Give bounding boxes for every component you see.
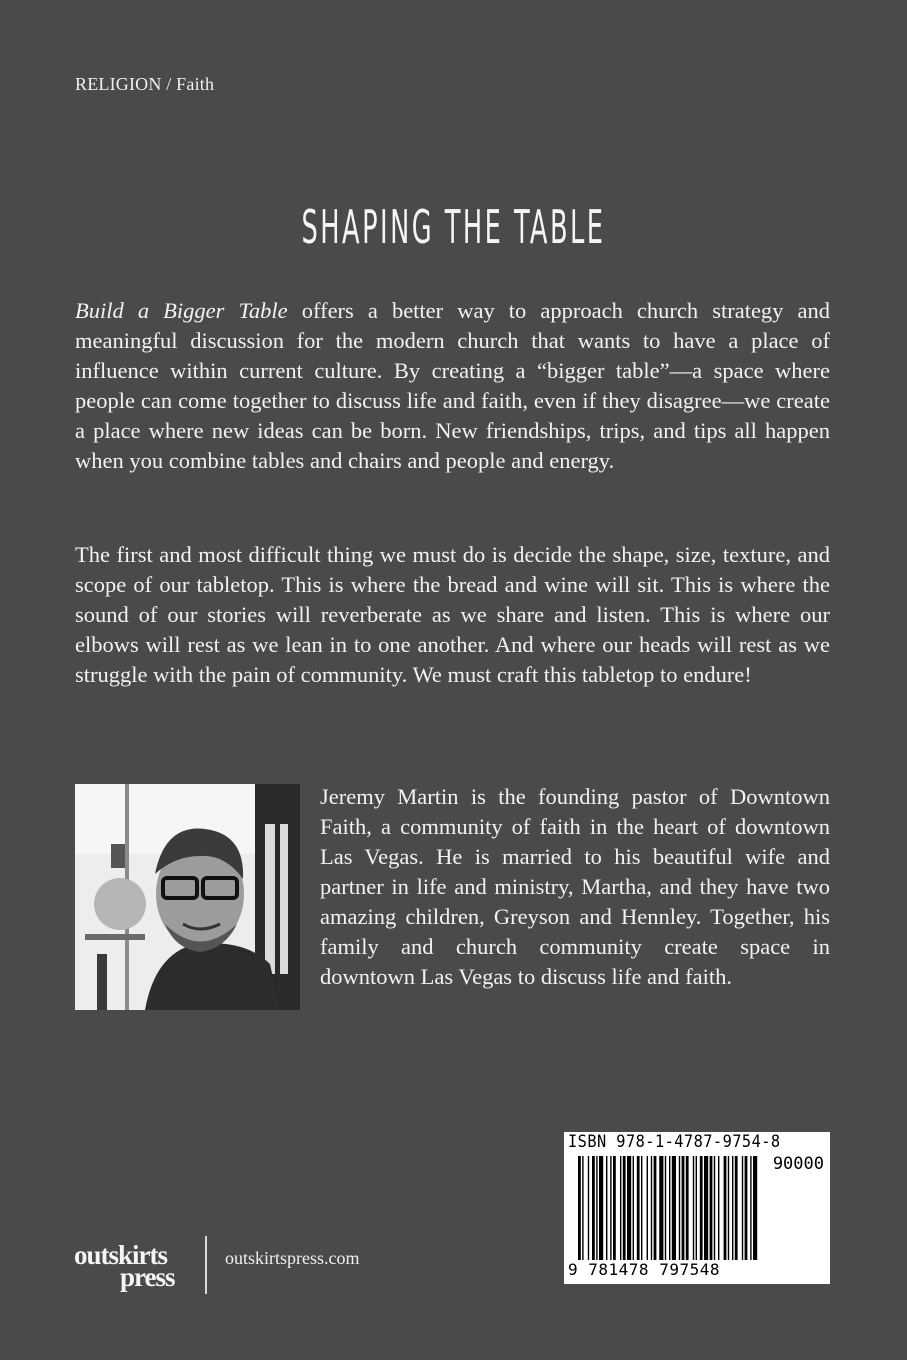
logo-text-press: press — [120, 1262, 175, 1292]
author-bio: Jeremy Martin is the founding pastor of Downtown Faith, a community of faith in the heart of downtown Las Vegas. He is married to his beautiful wife and partner in life and ministry, Martha, and they have two amazing children, Greyson and Hennley. Together, his family and church community create space in downtown Las Vegas to discuss life and faith. — [320, 784, 830, 989]
barcode-bar — [732, 1156, 733, 1260]
barcode-bar — [735, 1156, 738, 1260]
barcode-number: 9 781478 797548 — [568, 1260, 720, 1279]
barcode-bar — [745, 1156, 748, 1260]
barcode-bar — [742, 1156, 743, 1260]
barcode-bar — [714, 1156, 715, 1260]
barcode-bar — [582, 1156, 583, 1260]
barcode-bar — [610, 1156, 611, 1260]
barcode-bar — [728, 1156, 729, 1260]
isbn-text: ISBN 978-1-4787-9754-8 — [568, 1132, 781, 1152]
author-portrait-image — [75, 784, 300, 1010]
category-label: RELIGION / Faith — [75, 74, 215, 94]
barcode-bar — [654, 1156, 657, 1260]
barcode-bar — [686, 1156, 689, 1260]
barcode-bar — [606, 1156, 607, 1260]
barcode-bar — [718, 1156, 719, 1260]
barcode-bar — [704, 1156, 708, 1260]
barcode-bar — [641, 1156, 642, 1260]
barcode-bar — [588, 1156, 589, 1260]
barcode-bar — [672, 1156, 676, 1260]
book-title: Build a Bigger Table — [75, 298, 288, 323]
barcode-bar — [623, 1156, 626, 1260]
barcode-bar — [613, 1156, 616, 1260]
barcode-bar — [753, 1156, 757, 1260]
author-photo — [75, 784, 300, 1010]
barcode-bar — [669, 1156, 670, 1260]
barcode-bars — [578, 1156, 818, 1260]
barcode-bar — [633, 1156, 634, 1260]
barcode-bar — [710, 1156, 713, 1260]
barcode-bar — [665, 1156, 666, 1260]
barcode-bar — [750, 1156, 751, 1260]
barcode-bar — [592, 1156, 595, 1260]
publisher-website: outskirtspress.com — [225, 1248, 360, 1268]
barcode-bar — [696, 1156, 697, 1260]
price-code: 90000 — [772, 1154, 824, 1174]
description-paragraph-1 — [75, 296, 830, 476]
barcode-bar — [637, 1156, 640, 1260]
barcode-bar — [596, 1156, 597, 1260]
barcode-bar — [627, 1156, 631, 1260]
barcode-bar — [599, 1156, 603, 1260]
barcode-bar — [647, 1156, 648, 1260]
isbn-barcode — [564, 1132, 830, 1284]
barcode-bar — [693, 1156, 694, 1260]
description-paragraph-1-text: offers a better way to approach church strategy and meaningful discussion for the modern church that wants to have a place of influence within current culture. By creating a “bigger table”—a space where people can come together to discuss life and faith, even if they disagree—we create a place where new ideas can be born. New friendships, trips, and tips all happen when you combine tables and chairs and people and energy. — [75, 298, 830, 473]
description-paragraph-2: The first and most difficult thing we must do is decide the shape, size, texture, and scope of our tabletop. This is where the bread and wine will sit. This is where the sound of our stories will reverberate as we share and listen. This is where our elbows will rest as we lean in to one another. And where our heads will rest as we struggle with the pain of community. We must craft this tabletop to endure! — [75, 542, 830, 687]
barcode-bar — [679, 1156, 680, 1260]
barcode-bar — [700, 1156, 703, 1260]
logo-text-outskirts: outskirts — [74, 1240, 168, 1270]
publisher-logo — [74, 1240, 194, 1298]
section-title: SHAPING THE TABLE — [301, 200, 606, 254]
barcode-bar — [724, 1156, 727, 1260]
barcode-bar — [620, 1156, 621, 1260]
logo-divider — [205, 1236, 207, 1294]
barcode-bar — [659, 1156, 663, 1260]
barcode-bar — [682, 1156, 685, 1260]
barcode-bar — [578, 1156, 581, 1260]
barcode-bar — [651, 1156, 652, 1260]
